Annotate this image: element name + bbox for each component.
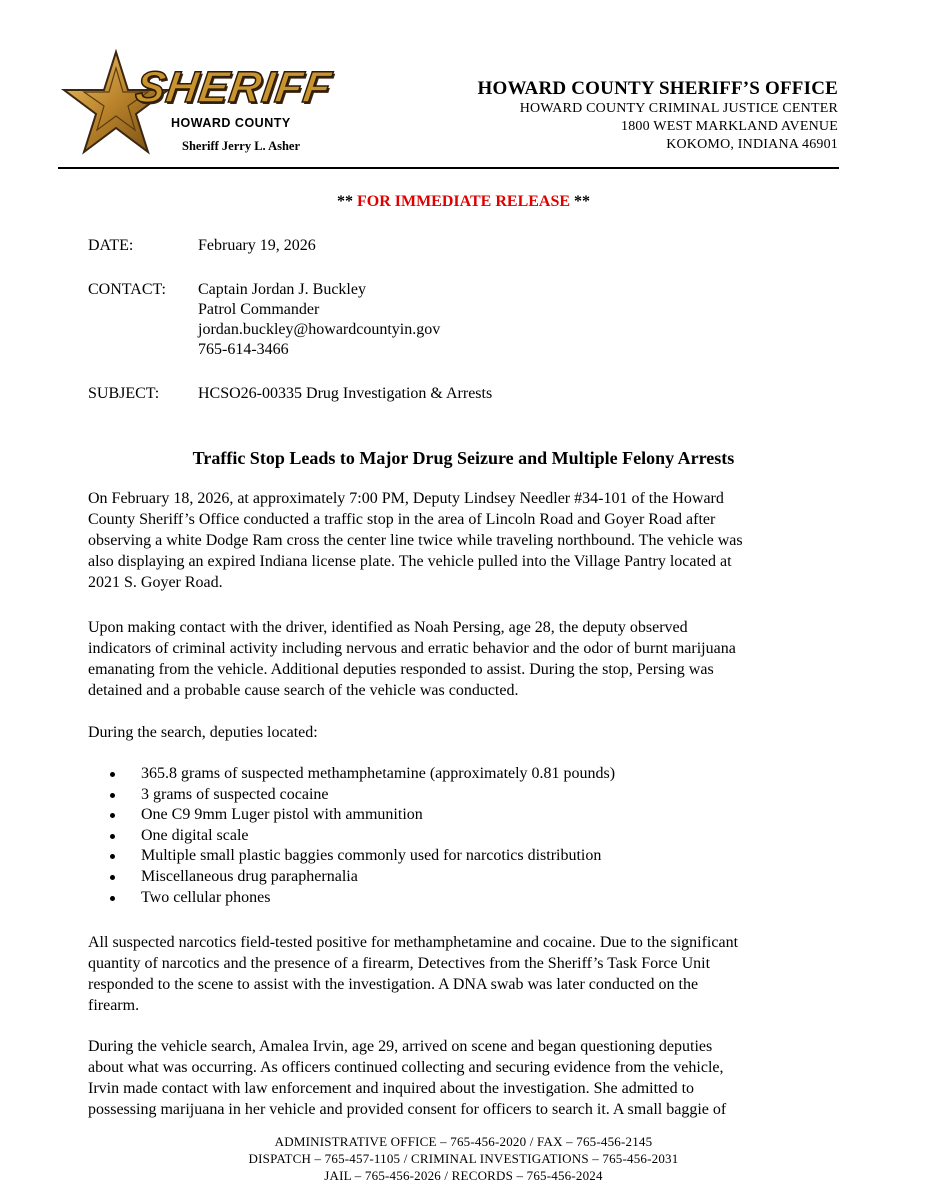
office-address-block [477,78,838,154]
paragraph-line: possessing marijuana in her vehicle and provided consent for officers to search it. A small baggie of [88,1101,727,1118]
address-line: KOKOMO, INDIANA 46901 [666,137,838,152]
paragraph-line: All suspected narcotics field-tested positive for methamphetamine and cocaine. Due to the significant [88,934,739,951]
office-title: HOWARD COUNTY SHERIFF’S OFFICE [477,78,838,99]
logo-wordmark: SHERIFF [132,63,335,112]
list-item: One digital scale [110,826,615,847]
list-item: Multiple small plastic baggies commonly used for narcotics distribution [110,846,615,867]
sheriff-name: Sheriff Jerry L. Asher [182,139,301,153]
contact-phone: 765-614-3466 [198,341,289,358]
footer-line: ADMINISTRATIVE OFFICE – 765-456-2020 / FAX – 765-456-2145 [274,1134,653,1149]
headline: Traffic Stop Leads to Major Drug Seizure and Multiple Felony Arrests [192,448,735,468]
header-divider [58,167,839,169]
paragraph [88,617,848,701]
paragraph [88,932,848,1016]
paragraph-line: Upon making contact with the driver, identified as Noah Persing, age 28, the deputy observed [88,619,688,636]
paragraph-line: also displaying an expired Indiana license plate. The vehicle pulled into the Village Pantry located at [88,553,732,570]
address-line: 1800 WEST MARKLAND AVENUE [621,119,838,134]
paragraph [88,1036,848,1120]
sheriff-logo [58,42,378,162]
address-line: HOWARD COUNTY CRIMINAL JUSTICE CENTER [519,101,838,116]
date-value: February 19, 2026 [198,237,316,254]
paragraph-line: County Sheriff’s Office conducted a traffic stop in the area of Lincoln Road and Goyer Road after [88,511,716,528]
paragraph-line: emanating from the vehicle. Additional deputies responded to assist. During the stop, Persing was [88,661,714,678]
release-prefix: ** [336,193,357,210]
paragraph-line: During the vehicle search, Amalea Irvin, age 29, arrived on scene and began questioning deputies [88,1038,713,1055]
contact-label: CONTACT: [88,281,166,298]
paragraph-line: about what was occurring. As officers continued collecting and securing evidence from the vehicle, [88,1059,724,1076]
footer-line: DISPATCH – 765-457-1105 / CRIMINAL INVESTIGATIONS – 765-456-2031 [248,1151,679,1166]
subject-value: HCSO26-00335 Drug Investigation & Arrests [198,385,493,402]
list-item: Miscellaneous drug paraphernalia [110,867,615,888]
contact-title: Patrol Commander [198,301,320,318]
paragraph-line: 2021 S. Goyer Road. [88,574,223,591]
footer-contacts [0,1133,927,1184]
paragraph-line: Irvin made contact with law enforcement and inquired about the investigation. She admitted to [88,1080,695,1097]
list-item: 3 grams of suspected cocaine [110,785,615,806]
paragraph-line: indicators of criminal activity including nervous and erratic behavior and the odor of burnt marijuana [88,640,736,657]
logo-county-text: HOWARD COUNTY [171,116,291,130]
list-item: One C9 9mm Luger pistol with ammunition [110,805,615,826]
contact-email: jordan.buckley@howardcountyin.gov [198,321,441,338]
contact-details [198,280,440,360]
contact-name: Captain Jordan J. Buckley [198,281,366,298]
footer-line: JAIL – 765-456-2026 / RECORDS – 765-456-2024 [324,1168,603,1183]
paragraph [88,488,848,593]
date-label: DATE: [88,237,134,254]
seized-items-list [110,764,615,908]
paragraph-line: firearm. [88,997,140,1014]
paragraph-line: observing a white Dodge Ram cross the center line twice while traveling northbound. The vehicle was [88,532,743,549]
paragraph-line: quantity of narcotics and the presence of a firearm, Detectives from the Sheriff’s Task Force Unit [88,955,711,972]
list-item: Two cellular phones [110,888,615,909]
paragraph-line: detained and a probable cause search of the vehicle was conducted. [88,682,519,699]
release-banner [0,193,927,211]
list-item: 365.8 grams of suspected methamphetamine (approximately 0.81 pounds) [110,764,615,785]
release-text: FOR IMMEDIATE RELEASE [356,193,571,210]
paragraph: During the search, deputies located: [88,724,318,741]
paragraph-line: On February 18, 2026, at approximately 7:00 PM, Deputy Lindsey Needler #34-101 of the Howard [88,490,724,507]
subject-label: SUBJECT: [88,385,160,402]
paragraph-line: responded to the scene to assist with the investigation. A DNA swab was later conducted on the [88,976,699,993]
release-suffix: ** [570,193,591,210]
